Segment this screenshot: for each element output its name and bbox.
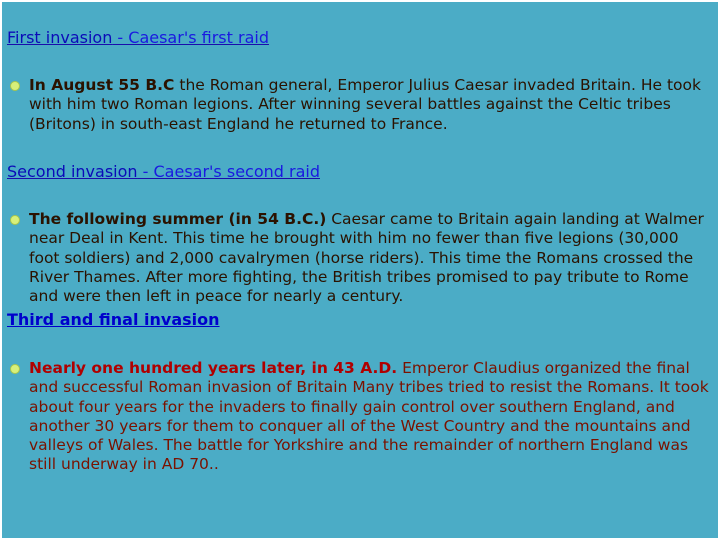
first-invasion-subtitle[interactable]: - Caesar's first raid: [112, 28, 269, 47]
third-invasion-heading[interactable]: [7, 310, 220, 329]
first-invasion-lead: In August 55 B.C: [29, 76, 175, 94]
bullet-icon: [10, 215, 20, 225]
second-invasion-title[interactable]: Second invasion: [7, 162, 138, 181]
second-invasion-heading[interactable]: [7, 162, 320, 181]
third-invasion-lead: Nearly one hundred years later, in 43 A.D.: [29, 359, 398, 377]
bullet-icon: [10, 81, 20, 91]
third-invasion-text: Emperor Claudius organized the final and successful Roman invasion of Britain Many tribes tried to resist the Romans. It took about four years for the invaders to finally gain control over southern England, and another 30 years for them to conquer all of the West Country and the mountains and valleys of Wales. The battle for Yorkshire and the remainder of northern England was still underway in AD 70..: [29, 359, 709, 474]
bullet-icon: [10, 364, 20, 374]
first-invasion-title[interactable]: First invasion: [7, 28, 113, 47]
first-invasion-heading[interactable]: [7, 28, 269, 47]
second-invasion-lead: The following summer (in 54 B.C.): [29, 210, 327, 228]
second-invasion-paragraph: [29, 210, 713, 306]
second-invasion-subtitle[interactable]: - Caesar's second raid: [137, 162, 320, 181]
second-invasion-text: Caesar came to Britain again landing at Walmer near Deal in Kent. This time he brought with him no fewer than five legions (30,000 foot soldiers) and 2,000 cavalrymen (horse riders). This time the Romans crossed the River Thames. After more fighting, the British tribes promised to pay tribute to Rome and were then left in peace for nearly a century.: [29, 210, 704, 306]
slide: [2, 2, 718, 538]
first-invasion-text: the Roman general, Emperor Julius Caesar invaded Britain. He took with him two Roman legions. After winning several battles against the Celtic tribes (Britons) in south-east England he returned to France.: [29, 76, 701, 133]
third-invasion-paragraph: [29, 359, 713, 475]
third-invasion-title[interactable]: Third and final invasion: [7, 310, 220, 329]
first-invasion-paragraph: [29, 76, 713, 134]
